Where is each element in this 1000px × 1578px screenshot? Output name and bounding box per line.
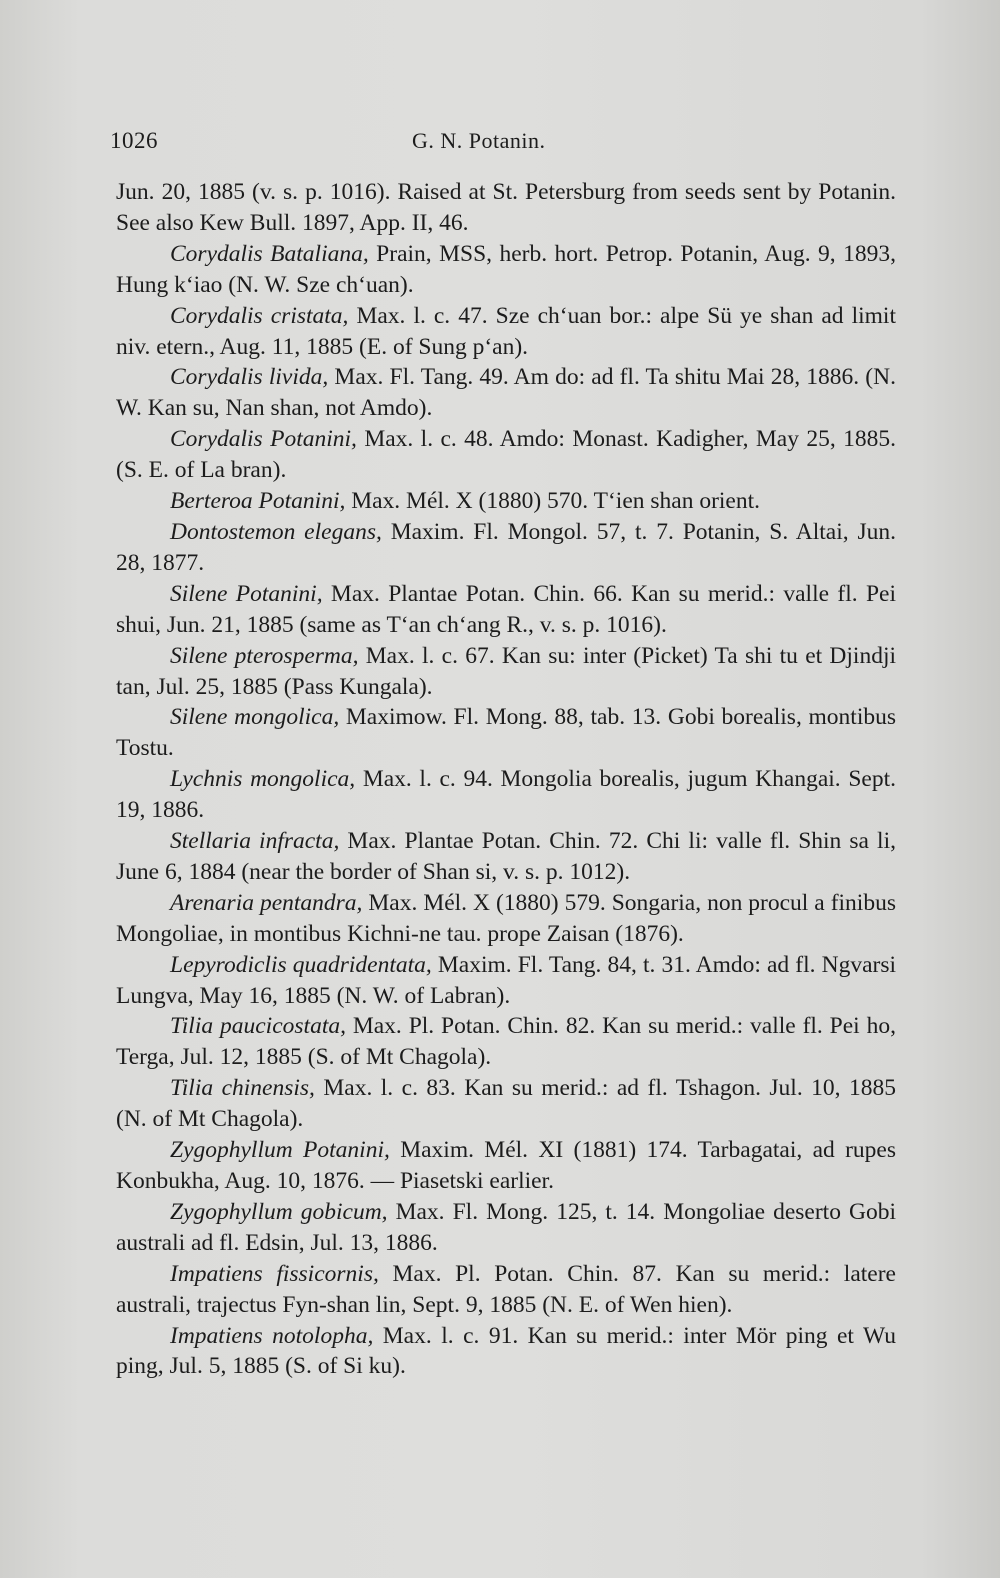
entry-citation: Maximow. Fl. Mong. 88, tab. 13. Gobi borealis, montibus Tostu. [116, 704, 896, 762]
taxon-name: Berteroa Potanini, [170, 488, 346, 515]
taxon-name: Stellaria infracta, [170, 828, 340, 855]
species-entry [116, 1259, 896, 1321]
taxon-name: Impatiens notolopha, [170, 1322, 374, 1349]
species-entry [116, 579, 896, 641]
species-entry [116, 1197, 896, 1259]
species-entry [116, 702, 896, 764]
entry-citation: Maxim. Mél. XI (1881) 174. Tarbagatai, ad rupes Konbukha, Aug. 10, 1876. — Piasetski earlier. [116, 1137, 896, 1194]
taxon-name: Tilia chinensis, [170, 1075, 315, 1102]
taxon-name: Tilia paucicostata, [170, 1013, 346, 1040]
page-header [110, 128, 890, 168]
species-entry [116, 517, 896, 579]
species-entry [116, 826, 896, 888]
taxon-name: Silene pterosperma, [170, 642, 359, 669]
entry-citation: Maxim. Fl. Tang. 84, t. 31. Amdo: ad fl. Ngvarsi Lungva, May 16, 1885 (N. W. of Labran). [116, 951, 897, 1009]
taxon-name: Zygophyllum gobicum, [170, 1198, 388, 1225]
taxon-name: Corydalis cristata, [170, 302, 349, 329]
continuation-paragraph: Jun. 20, 1885 (v. s. p. 1016). Raised at St. Petersburg from seeds sent by Potanin. See also Kew Bull. 1897, App. II, 46. [116, 179, 896, 236]
entry-citation: Max. l. c. 48. Amdo: Monast. Kadigher, May 25, 1885. (S. E. of La bran). [116, 426, 896, 484]
taxon-name: Arenaria pentandra, [170, 889, 363, 916]
running-head: G. N. Potanin. [412, 128, 546, 153]
taxon-name: Silene Potanini, [170, 580, 323, 607]
entry-citation: Max. Plantae Potan. Chin. 66. Kan su merid.: valle fl. Pei shui, Jun. 21, 1885 (same as Tʻan chʻang R., v. s. p. 1016). [116, 580, 896, 638]
species-entry [116, 1073, 896, 1135]
species-entry [116, 301, 896, 363]
species-entry [116, 239, 896, 301]
entry-citation: Max. Plantae Potan. Chin. 72. Chi li: valle fl. Shin sa li, June 6, 1884 (near the border of Shan si, v. s. p. 1012). [116, 828, 896, 885]
taxon-name: Silene mongolica, [170, 704, 340, 731]
taxon-name: Lychnis mongolica, [170, 766, 356, 793]
entry-citation: Max. Pl. Potan. Chin. 87. Kan su merid.: latere australi, trajectus Fyn-shan lin, Sept. 9, 1885 (N. E. of Wen hien). [116, 1260, 896, 1318]
species-entry [116, 641, 896, 703]
species-entry [116, 362, 896, 424]
page-body [116, 177, 896, 1382]
taxon-name: Corydalis Bataliana, [170, 240, 369, 267]
entry-citation: Max. l. c. 91. Kan su merid.: inter Mör ping et Wu ping, Jul. 5, 1885 (S. of Si ku). [116, 1322, 896, 1380]
entry-citation: Max. Fl. Tang. 49. Am do: ad fl. Ta shitu Mai 28, 1886. (N. W. Kan su, Nan shan, not Amdo). [116, 364, 896, 422]
entry-citation: Max. l. c. 67. Kan su: inter (Picket) Ta shi tu et Djindji tan, Jul. 25, 1885 (Pass Kungala). [116, 642, 897, 700]
entry-citation: Max. l. c. 47. Sze chʻuan bor.: alpe Sü ye shan ad limit niv. etern., Aug. 11, 1885 (E. of Sung pʻan). [116, 302, 896, 360]
entry-citation: Max. Fl. Mong. 125, t. 14. Mongoliae deserto Gobi australi ad fl. Edsin, Jul. 13, 1886. [116, 1198, 896, 1256]
species-entry [116, 424, 896, 486]
species-entry [116, 1135, 896, 1197]
page-number: 1026 [110, 128, 158, 153]
species-entry-list [116, 239, 896, 1383]
entry-citation: Max. Mél. X (1880) 579. Songaria, non procul a finibus Mongoliae, in montibus Kichni-ne tau. prope Zaisan (1876). [116, 889, 896, 947]
species-entry [116, 950, 896, 1012]
species-entry [116, 888, 896, 950]
taxon-name: Dontostemon elegans, [170, 518, 382, 545]
taxon-name: Corydalis Potanini, [170, 426, 357, 453]
species-entry [116, 1011, 896, 1073]
taxon-name: Zygophyllum Potanini, [170, 1137, 390, 1164]
entry-citation: Prain, MSS, herb. hort. Petrop. Potanin, Aug. 9, 1893, Hung kʻiao (N. W. Sze chʻuan). [116, 240, 896, 298]
species-entry [116, 764, 896, 826]
taxon-name: Corydalis livida, [170, 364, 329, 391]
species-entry [116, 486, 896, 517]
taxon-name: Lepyrodiclis quadridentata, [170, 951, 432, 978]
entry-citation: Max. Pl. Potan. Chin. 82. Kan su merid.: valle fl. Pei ho, Terga, Jul. 12, 1885 (S. of Mt Chagola). [116, 1013, 896, 1071]
entry-citation: Max. l. c. 83. Kan su merid.: ad fl. Tshagon. Jul. 10, 1885 (N. of Mt Chagola). [116, 1075, 896, 1133]
entry-citation: Max. l. c. 94. Mongolia borealis, jugum Khangai. Sept. 19, 1886. [116, 766, 896, 824]
entry-citation: Max. Mél. X (1880) 570. Tʻien shan orient. [345, 488, 761, 515]
taxon-name: Impatiens fissicornis, [170, 1260, 379, 1287]
entry-citation: Maxim. Fl. Mongol. 57, t. 7. Potanin, S. Altai, Jun. 28, 1877. [116, 518, 896, 576]
species-entry [116, 1321, 896, 1383]
